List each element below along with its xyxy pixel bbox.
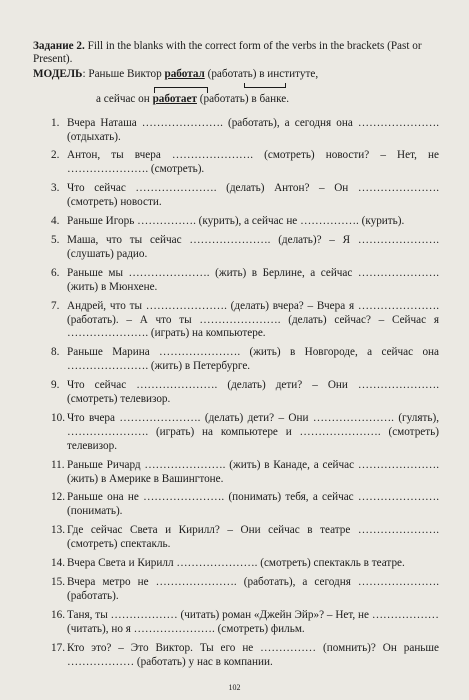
item-text: Вчера метро не …………………. (работать), а сегодня …………………. (работать). xyxy=(67,576,439,602)
item-number: 7. xyxy=(51,299,60,312)
exercise-item xyxy=(51,267,439,295)
task-text: Fill in the blanks with the correct form of the verbs in the brackets (Past or Present). xyxy=(33,40,422,66)
model-line-1 xyxy=(33,68,439,81)
model-line1-before: : Раньше Виктор xyxy=(82,67,165,80)
model-line2-after: (работать) в банке. xyxy=(196,93,290,106)
exercise-item xyxy=(51,300,439,342)
item-number: 17. xyxy=(51,641,65,654)
exercise-item xyxy=(51,524,439,552)
exercise-item xyxy=(51,609,439,637)
item-text: Кто это? – Это Виктор. Ты его не …………… (помнить)? Он раньше ……………… (работать) у нас в компании. xyxy=(67,641,439,668)
item-text: Что сейчас …………………. (делать) Антон? – Он …………………. (смотреть) новости. xyxy=(67,182,439,209)
item-text: Раньше Марина …………………. (жить) в Новгороде, а сейчас она …………………. (жить) в Петербурге. xyxy=(67,346,439,373)
item-text: Антон, ты вчера …………………. (смотреть) новости? – Нет, не …………………. (смотреть). xyxy=(67,149,439,176)
item-number: 8. xyxy=(51,346,60,359)
item-text: Где сейчас Света и Кирилл? – Они сейчас в театре …………………. (смотреть) спектакль. xyxy=(67,524,439,551)
exercise-item xyxy=(51,491,439,519)
item-text: Раньше Ричард …………………. (жить) в Канаде, а сейчас …………………. (жить) в Америке в Вашингтоне. xyxy=(67,458,439,485)
exercise-item xyxy=(51,459,439,487)
item-text: Что вчера …………………. (делать) дети? – Они …………………. (гулять), …………………. (играть) на компьютере и …………………. (смотреть) телевизор. xyxy=(67,411,439,452)
exercise-item xyxy=(51,215,439,229)
item-text: Вчера Света и Кирилл …………………. (смотреть) спектакль в театре. xyxy=(67,557,405,570)
item-number: 10. xyxy=(51,411,65,424)
exercise-item xyxy=(51,182,439,210)
item-text: Раньше Игорь ……………. (курить), а сейчас не ……………. (курить). xyxy=(67,215,405,228)
item-text: Вчера Наташа …………………. (работать), а сегодня она …………………. (отдыхать). xyxy=(67,116,439,143)
task-instruction xyxy=(33,40,439,67)
model-bracket-arrow-2 xyxy=(154,87,208,93)
exercise-item xyxy=(51,557,439,571)
item-number: 1. xyxy=(51,116,60,129)
exercise-item xyxy=(51,642,439,670)
exercise-item xyxy=(51,379,439,407)
exercise-list xyxy=(33,117,439,670)
exercise-item xyxy=(51,234,439,262)
model-bracket-arrow xyxy=(244,83,286,88)
item-text: Маша, что ты сейчас …………………. (делать)? – Я …………………. (слушать) радио. xyxy=(67,233,439,260)
item-number: 15. xyxy=(51,576,65,588)
item-number: 2. xyxy=(51,149,60,162)
exercise-item xyxy=(51,576,439,604)
item-text: Раньше она не …………………. (понимать) тебя, а сейчас …………………. (понимать). xyxy=(67,491,439,518)
item-number: 16. xyxy=(51,608,65,621)
model-label: МОДЕЛЬ xyxy=(33,67,83,80)
exercise-item xyxy=(51,412,439,454)
task-label: Задание 2. xyxy=(33,40,85,52)
model-line-2 xyxy=(33,93,439,106)
item-text: Таня, ты ……………… (читать) роман «Джейн Эйр»? – Нет, не ……………… (читать), но я …………………. (смотреть) фильм. xyxy=(67,608,439,635)
item-number: 5. xyxy=(51,233,60,246)
model-past-verb: работал xyxy=(164,67,205,80)
item-text: Андрей, что ты …………………. (делать) вчера? – Вчера я …………………. (работать). – А что ты …………………. (делать) сейчас? – Сейчас я …………………. (играть) на компьютере. xyxy=(67,299,439,340)
item-number: 4. xyxy=(51,215,60,228)
model-line2-before: а сейчас он xyxy=(96,93,153,106)
item-number: 13. xyxy=(51,524,65,537)
model-line1-after: (работать) в институте, xyxy=(204,67,319,80)
exercise-item xyxy=(51,346,439,374)
exercise-item xyxy=(51,149,439,177)
item-number: 6. xyxy=(51,266,60,279)
item-number: 14. xyxy=(51,557,65,570)
item-number: 11. xyxy=(51,458,65,471)
item-number: 9. xyxy=(51,379,60,392)
item-number: 12. xyxy=(51,491,65,504)
model-present-verb: работает xyxy=(152,93,197,106)
item-number: 3. xyxy=(51,182,60,195)
item-text: Раньше мы …………………. (жить) в Берлине, а сейчас …………………. (жить) в Мюнхене. xyxy=(67,266,439,293)
item-text: Что сейчас …………………. (делать) дети? – Они …………………. (смотреть) телевизор. xyxy=(67,379,439,406)
page-number: 102 xyxy=(228,683,241,692)
exercise-item xyxy=(51,117,439,145)
